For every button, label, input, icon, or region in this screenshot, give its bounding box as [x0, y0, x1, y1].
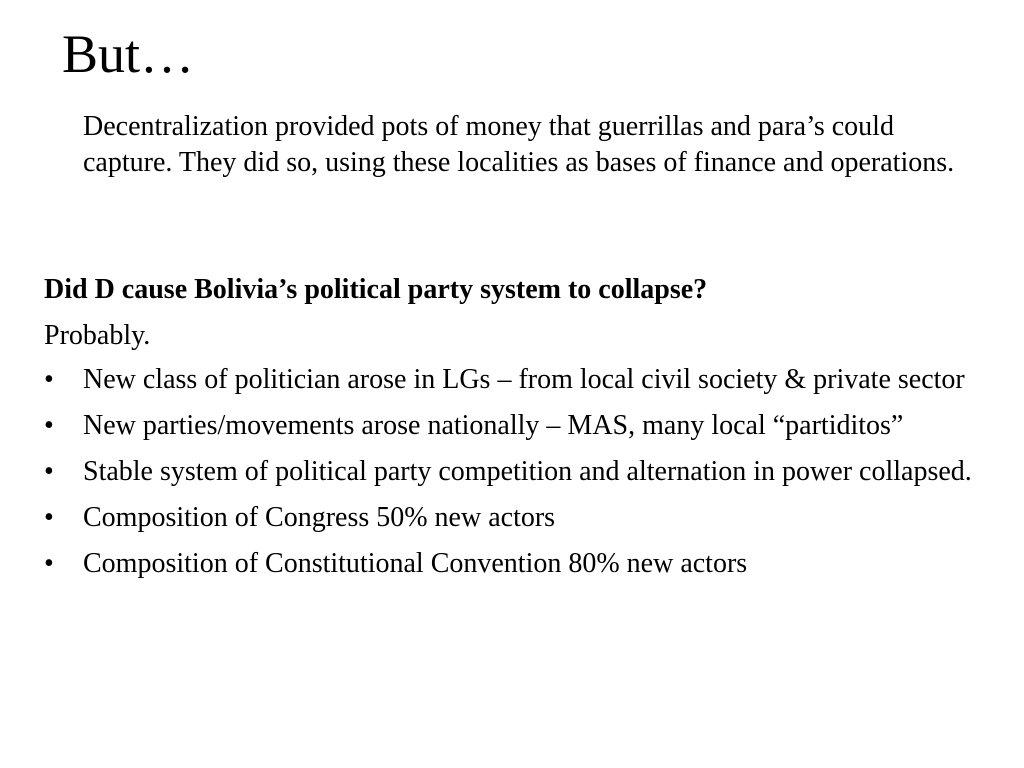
bullet-text: New class of politician arose in LGs – from local civil society & private sector [83, 364, 965, 395]
bullet-item [44, 362, 984, 398]
intro-paragraph: Decentralization provided pots of money that guerrillas and para’s could capture. They did so, using these localities as bases of finance and operations. [83, 111, 955, 178]
bullet-text: Composition of Constitutional Convention 80% new actors [83, 548, 748, 579]
bullet-marker: • [44, 410, 54, 441]
bullet-marker: • [44, 364, 54, 395]
bullet-item [44, 408, 984, 444]
bullet-marker: • [44, 502, 54, 533]
bullet-marker: • [44, 548, 54, 579]
bullet-marker: • [44, 456, 54, 487]
bullet-text: Stable system of political party competition and alternation in power collapsed. [83, 456, 972, 487]
answer-text: Probably. [44, 320, 151, 351]
slide-title: But… [62, 24, 195, 84]
question-heading: Did D cause Bolivia’s political party system to collapse? [44, 274, 708, 305]
bullet-item [44, 546, 984, 582]
bullet-list [44, 362, 984, 592]
bullet-item [44, 500, 984, 536]
bullet-text: Composition of Congress 50% new actors [83, 502, 556, 533]
bullet-text: New parties/movements arose nationally – MAS, many local “partiditos” [83, 410, 904, 441]
bullet-item [44, 454, 984, 490]
